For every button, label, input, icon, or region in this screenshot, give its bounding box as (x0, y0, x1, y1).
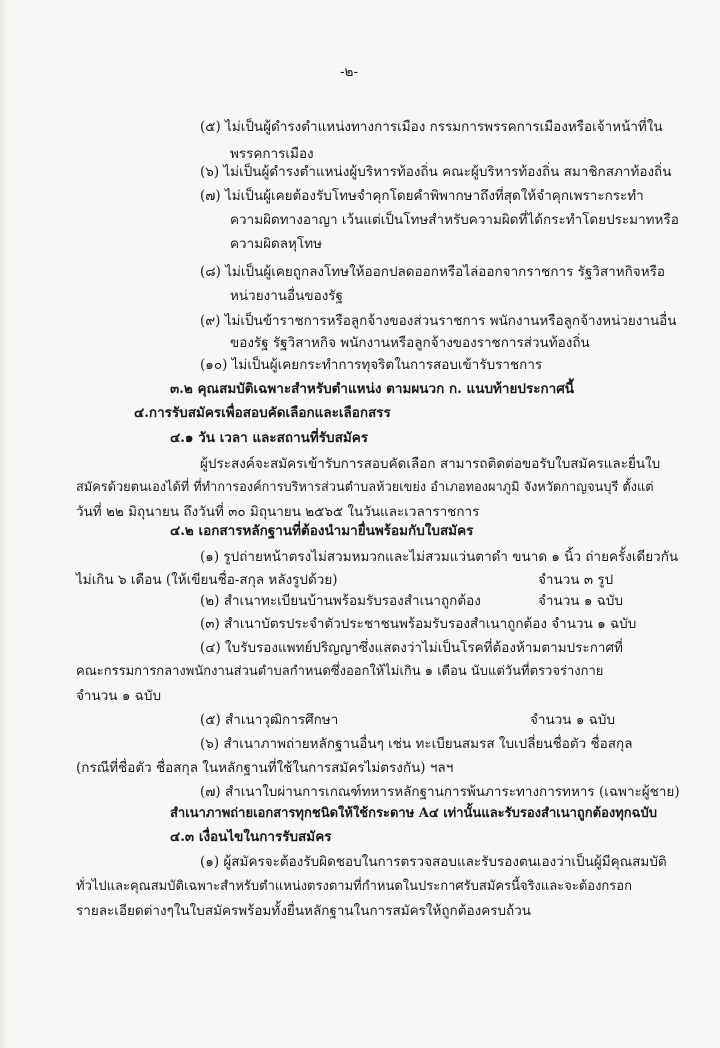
qualification-item-9-cont: ของรัฐ รัฐวิสาหกิจ พนักงานหรือลูกจ้างของราชการส่วนท้องถิ่น (230, 335, 590, 351)
condition-item-1-cont1: ทั่วไปและคุณสมบัติเฉพาะสำหรับตำแหน่งตรงตามที่กำหนดในประกาศรับสมัครนี้จริงและจะต้องกรอก (76, 879, 632, 894)
page-number: -๒- (340, 64, 359, 80)
document-item-6: (๖) สำเนาภาพถ่ายหลักฐานอื่นๆ เช่น ทะเบียนสมรส ใบเปลี่ยนชื่อตัว ชื่อสกุล (200, 736, 633, 752)
document-copy-note: สำเนาภาพถ่ายเอกสารทุกชนิดให้ใช้กระดาษ A๔ เท่านั้นและรับรองสำเนาถูกต้องทุกฉบับ (170, 806, 658, 821)
section-4-1-heading: ๔.๑ วัน เวลา และสถานที่รับสมัคร (170, 430, 369, 446)
qualification-item-8: (๘) ไม่เป็นผู้เคยถูกลงโทษให้ออกปลดออกหรือไล่ออกจากราชการ รัฐวิสาหกิจหรือ (200, 264, 665, 280)
condition-item-1-cont2: รายละเอียดต่างๆในใบสมัครพร้อมทั้งยื่นหลักฐานในการสมัครให้ถูกต้องครบถ้วน (76, 903, 532, 919)
section-4-1-paragraph-line3: วันที่ ๒๒ มิถุนายน ถึงวันที่ ๓๐ มิถุนายน ๒๕๖๕ ในวันและเวลาราชการ (76, 504, 480, 520)
document-item-5: (๕) สำเนาวุฒิการศึกษา (200, 712, 339, 728)
section-3-2-heading: ๓.๒ คุณสมบัติเฉพาะสำหรับตำแหน่ง ตามผนวก ก. แนบท้ายประกาศนี้ (170, 381, 575, 397)
qualification-item-5: (๕) ไม่เป็นผู้ดำรงตำแหน่งทางการเมือง กรรมการพรรคการเมืองหรือเจ้าหน้าที่ใน (200, 119, 663, 135)
document-item-5-quantity: จำนวน ๑ ฉบับ (530, 712, 616, 728)
section-4-1-paragraph-line1: ผู้ประสงค์จะสมัครเข้ารับการสอบคัดเลือก สามารถติดต่อขอรับใบสมัครและยื่นใบ (200, 456, 661, 472)
section-4-heading: ๔.การรับสมัครเพื่อสอบคัดเลือกและเลือกสรร (134, 405, 391, 421)
document-item-1: (๑) รูปถ่ายหน้าตรงไม่สวมหมวกและไม่สวมแว่นตาดำ ขนาด ๑ นิ้ว ถ่ายครั้งเดียวกัน (200, 549, 679, 565)
section-4-1-paragraph-line2: สมัครด้วยตนเองได้ที่ ที่ทำการองค์การบริหารส่วนตำบลห้วยเขย่ง อำเภอทองผาภูมิ จังหวัดกาญจนบุรี ตั้งแต่ (76, 480, 654, 495)
qualification-item-7-cont2: ความผิดลหุโทษ (230, 236, 322, 252)
document-item-3: (๓) สำเนาบัตรประจำตัวประชาชนพร้อมรับรองสำเนาถูกต้อง จำนวน ๑ ฉบับ (200, 616, 637, 632)
document-item-2-quantity: จำนวน ๑ ฉบับ (538, 593, 624, 609)
qualification-item-5-cont: พรรคการเมือง (230, 146, 314, 162)
document-item-1-cont: ไม่เกิน ๖ เดือน (ให้เขียนชื่อ-สกุล หลังรูปด้วย) (76, 572, 338, 588)
section-4-3-heading: ๔.๓ เงื่อนไขในการรับสมัคร (170, 829, 332, 845)
qualification-item-7-cont1: ความผิดทางอาญา เว้นแต่เป็นโทษสำหรับความผิดที่ได้กระทำโดยประมาทหรือ (230, 212, 679, 228)
qualification-item-9: (๙) ไม่เป็นข้าราชการหรือลูกจ้างของส่วนราชการ พนักงานหรือลูกจ้างหน่วยงานอื่น (200, 313, 677, 329)
document-item-4-cont1: คณะกรรมการกลางพนักงานส่วนตำบลกำหนดซึ่งออกให้ไม่เกิน ๑ เดือน นับแต่วันที่ตรวจร่างกาย (76, 664, 604, 679)
document-item-4-cont2: จำนวน ๑ ฉบับ (76, 688, 162, 704)
document-item-1-quantity: จำนวน ๓ รูป (538, 572, 614, 588)
qualification-item-6: (๖) ไม่เป็นผู้ดำรงตำแหน่งผู้บริหารท้องถิ่น คณะผู้บริหารท้องถิ่น สมาชิกสภาท้องถิ่น (200, 164, 672, 180)
document-item-6-cont: (กรณีที่ชื่อตัว ชื่อสกุล ในหลักฐานที่ใช้ในการสมัครไม่ตรงกัน) ฯลฯ (76, 760, 454, 776)
qualification-item-8-cont: หน่วยงานอื่นของรัฐ (230, 288, 343, 304)
document-item-4: (๔) ใบรับรองแพทย์ปริญญาซึ่งแสดงว่าไม่เป็นโรคที่ต้องห้ามตามประกาศที่ (200, 640, 623, 656)
document-item-2: (๒) สำเนาทะเบียนบ้านพร้อมรับรองสำเนาถูกต้อง (200, 593, 481, 609)
qualification-item-10: (๑๐) ไม่เป็นผู้เคยกระทำการทุจริตในการสอบเข้ารับราชการ (200, 357, 543, 373)
document-item-7: (๗) สำเนาใบผ่านการเกณฑ์ทหารหลักฐานการพ้นภาระทางการทหาร (เฉพาะผู้ชาย) (200, 784, 680, 800)
section-4-2-heading: ๔.๒ เอกสารหลักฐานที่ต้องนำมายื่นพร้อมกับใบสมัคร (170, 523, 474, 539)
qualification-item-7: (๗) ไม่เป็นผู้เคยต้องรับโทษจำคุกโดยคำพิพากษาถึงที่สุดให้จำคุกเพราะกระทำ (200, 188, 644, 204)
condition-item-1: (๑) ผู้สมัครจะต้องรับผิดชอบในการตรวจสอบและรับรองตนเองว่าเป็นผู้มีคุณสมบัติ (200, 854, 667, 870)
